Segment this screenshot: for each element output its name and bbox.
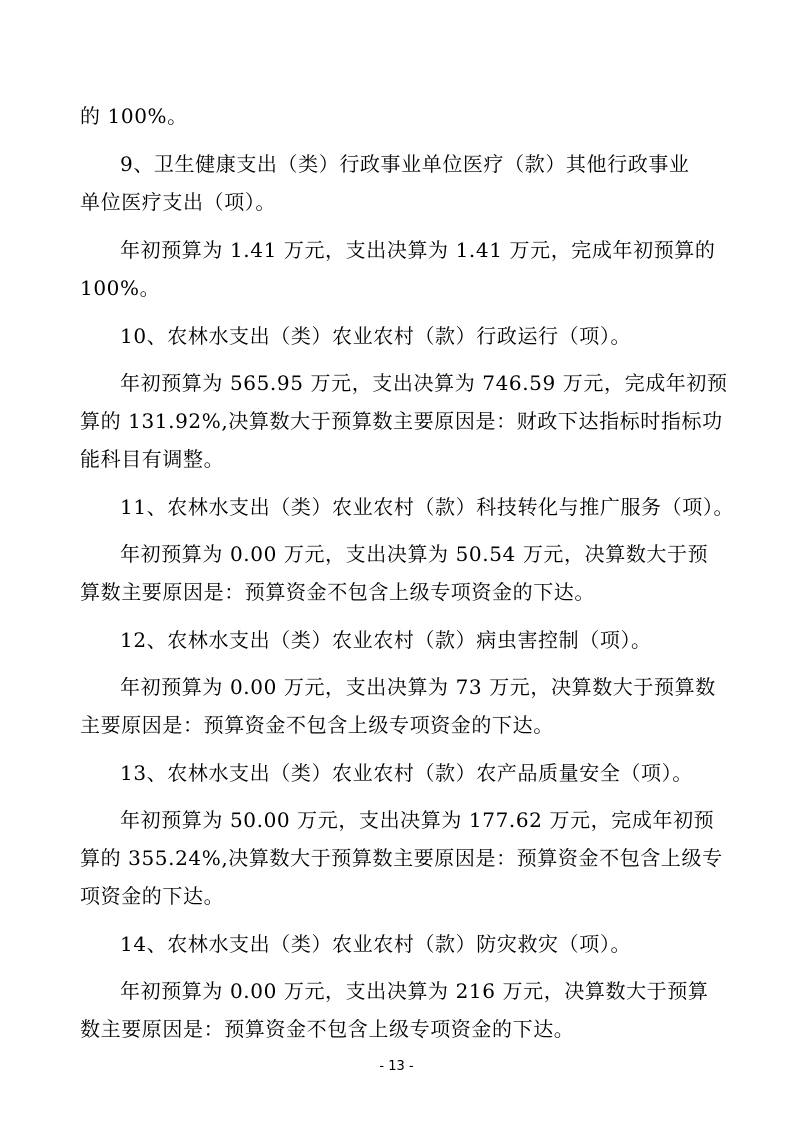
item-heading: 10、农林水支出（类）农业农村（款）行政运行（项）。 xyxy=(120,324,632,348)
item-heading: 12、农林水支出（类）农业农村（款）病虫害控制（项）。 xyxy=(120,628,652,652)
text-line: 年初预算为 0.00 万元，支出决算为 216 万元，决算数大于预算 xyxy=(120,979,709,1003)
text-line: 算的 131.92%,决算数大于预算数主要原因是：财政下达指标时指标功 xyxy=(80,409,723,433)
text-line: 算数主要原因是：预算资金不包含上级专项资金的下达。 xyxy=(80,580,595,604)
text-line: 年初预算为 1.41 万元，支出决算为 1.41 万元，完成年初预算的 xyxy=(120,238,716,262)
item-heading: 9、卫生健康支出（类）行政事业单位医疗（款）其他行政事业 xyxy=(120,152,690,176)
text-line: 项资金的下达。 xyxy=(80,884,225,908)
page-number: - 13 - xyxy=(379,1059,414,1074)
text-line: 年初预算为 0.00 万元，支出决算为 73 万元，决算数大于预算数 xyxy=(120,675,716,699)
text-line: 年初预算为 565.95 万元，支出决算为 746.59 万元，完成年初预 xyxy=(120,371,728,395)
item-heading: 13、农林水支出（类）农业农村（款）农产品质量安全（项）。 xyxy=(120,761,693,785)
text-line: 100%。 xyxy=(80,276,161,300)
text-line: 数主要原因是：预算资金不包含上级专项资金的下达。 xyxy=(80,1017,575,1041)
text-line: 的 100%。 xyxy=(80,104,188,128)
text-line: 主要原因是：预算资金不包含上级专项资金的下达。 xyxy=(80,713,554,737)
text-line: 单位医疗支出（项）。 xyxy=(80,190,276,214)
text-line: 算的 355.24%,决算数大于预算数主要原因是：预算资金不包含上级专 xyxy=(80,846,723,870)
item-heading: 11、农林水支出（类）农业农村（款）科技转化与推广服务（项）。 xyxy=(120,495,735,519)
text-line: 年初预算为 0.00 万元，支出决算为 50.54 万元，决算数大于预 xyxy=(120,542,709,566)
text-line: 年初预算为 50.00 万元，支出决算为 177.62 万元，完成年初预 xyxy=(120,808,715,832)
item-heading: 14、农林水支出（类）农业农村（款）防灾救灾（项）。 xyxy=(120,932,632,956)
text-line: 能科目有调整。 xyxy=(80,447,225,471)
